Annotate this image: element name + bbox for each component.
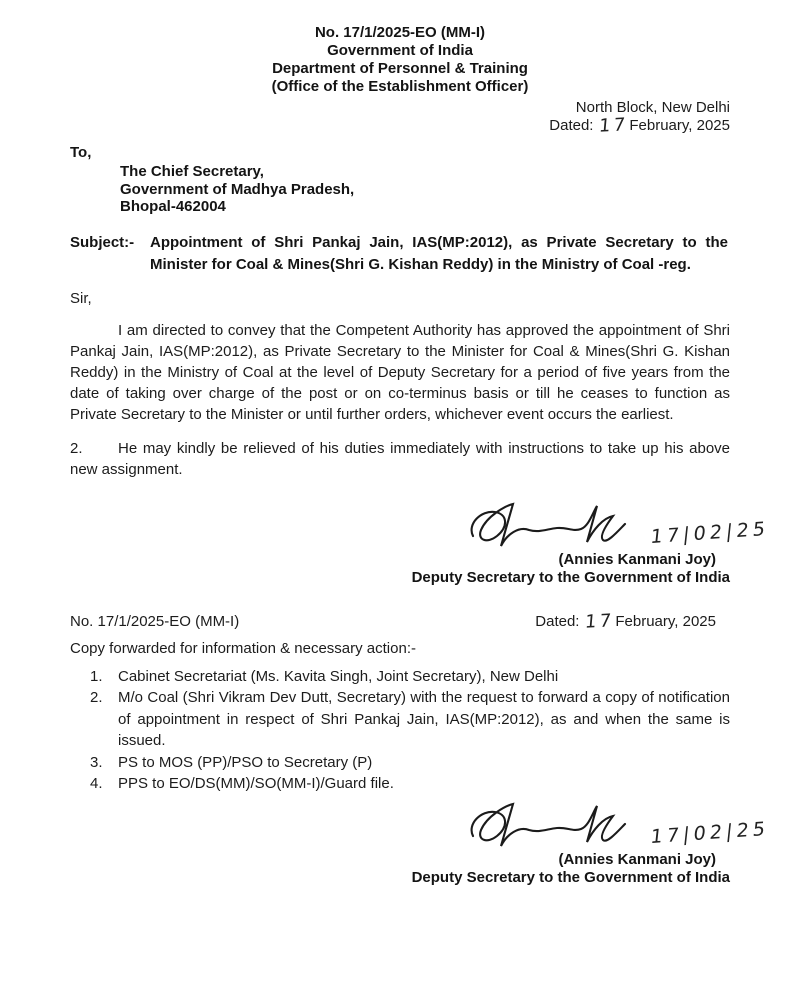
signatory-name: (Annies Kanmani Joy) <box>558 850 716 868</box>
signature-block <box>70 802 770 887</box>
signatory-designation: Deputy Secretary to the Government of India <box>411 868 730 886</box>
signatory-designation: Deputy Secretary to the Government of India <box>411 568 730 586</box>
signature-scribble <box>467 802 645 850</box>
list-item <box>90 666 730 688</box>
list-item-text: M/o Coal (Shri Vikram Dev Dutt, Secretary) with the request to forward a copy of notification of appointment in respect of Shri Pankaj Jain, IAS(MP:2012), as and when the same is issued. <box>118 689 730 749</box>
paragraph-text: He may kindly be relieved of his duties immediately with instructions to take up his above new assignment. <box>70 439 730 478</box>
list-item-number: 3. <box>90 753 103 771</box>
list-item-number: 1. <box>90 667 103 685</box>
place-line: North Block, New Delhi <box>575 99 730 116</box>
copy-reference-number: No. 17/1/2025-EO (MM-I) <box>70 612 240 630</box>
place-date-block <box>70 99 730 135</box>
date-rest: February, 2025 <box>629 117 730 134</box>
salutation: Sir, <box>70 289 92 307</box>
body-paragraph-1: I am directed to convey that the Competent Authority has approved the appointment of Shri Pankaj Jain, IAS(MP:2012), as Private Secretary to the Minister for Coal & Mines(Shri G. Kishan Reddy) in the Ministry of Coal at the level of Deputy Secretary for a period of five years from the date of taking over charge of the post or on co-terminus basis or till he ceases to function as Private Secretary to the Minister or until further orders, whichever event occurs the earliest. <box>70 321 730 423</box>
copy-section-header <box>70 611 730 632</box>
date-rest: February, 2025 <box>615 612 716 630</box>
paragraph-number: 2. <box>70 439 83 457</box>
copy-dated-line <box>535 611 730 632</box>
subject-block <box>70 232 730 276</box>
org-office: (Office of the Establishment Officer) <box>271 78 529 95</box>
handwritten-sign-date: 17|02|25 <box>648 817 770 848</box>
list-item-text: PS to MOS (PP)/PSO to Secretary (P) <box>118 753 373 771</box>
signatory-name: (Annies Kanmani Joy) <box>558 550 716 568</box>
handwritten-sign-date: 17|02|25 <box>648 517 770 548</box>
list-item-number: 2. <box>90 689 103 706</box>
recipient-line: Government of Madhya Pradesh, <box>120 180 355 198</box>
recipient-line: Bhopal-462004 <box>120 198 226 215</box>
subject-text: Appointment of Shri Pankaj Jain, IAS(MP:2012), as Private Secretary to the Minister for Coal & Mines(Shri G. Kishan Reddy) in the Ministry of Coal -reg. <box>150 233 728 273</box>
dated-label: Dated: <box>549 117 594 134</box>
org-department: Department of Personnel & Training <box>272 60 528 77</box>
recipient-line: The Chief Secretary, <box>120 163 264 180</box>
signature-row <box>70 802 768 850</box>
list-item <box>90 773 730 795</box>
handwritten-date-day: 17 <box>598 114 630 137</box>
signature-row <box>70 502 768 550</box>
list-item <box>90 687 730 752</box>
recipient-address <box>120 163 730 216</box>
list-item-text: PPS to EO/DS(MM)/SO(MM-I)/Guard file. <box>118 775 394 792</box>
letterhead <box>70 24 730 96</box>
copy-forwarded-intro: Copy forwarded for information & necessary action:- <box>70 639 416 657</box>
dated-label: Dated: <box>535 612 580 630</box>
signature-block <box>70 502 770 587</box>
list-item-number: 4. <box>90 775 103 792</box>
body-paragraph-2 <box>70 438 730 480</box>
subject-label: Subject:- <box>70 233 135 251</box>
signature-scribble <box>467 502 645 550</box>
list-item-text: Cabinet Secretariat (Ms. Kavita Singh, Joint Secretary), New Delhi <box>118 667 559 685</box>
dated-line <box>70 114 730 137</box>
handwritten-date-day: 17 <box>584 609 616 633</box>
to-label: To, <box>70 144 92 161</box>
reference-number: No. 17/1/2025-EO (MM-I) <box>314 24 486 41</box>
org-name: Government of India <box>327 42 473 59</box>
copy-forwarded-list <box>70 666 730 795</box>
list-item <box>90 752 730 774</box>
